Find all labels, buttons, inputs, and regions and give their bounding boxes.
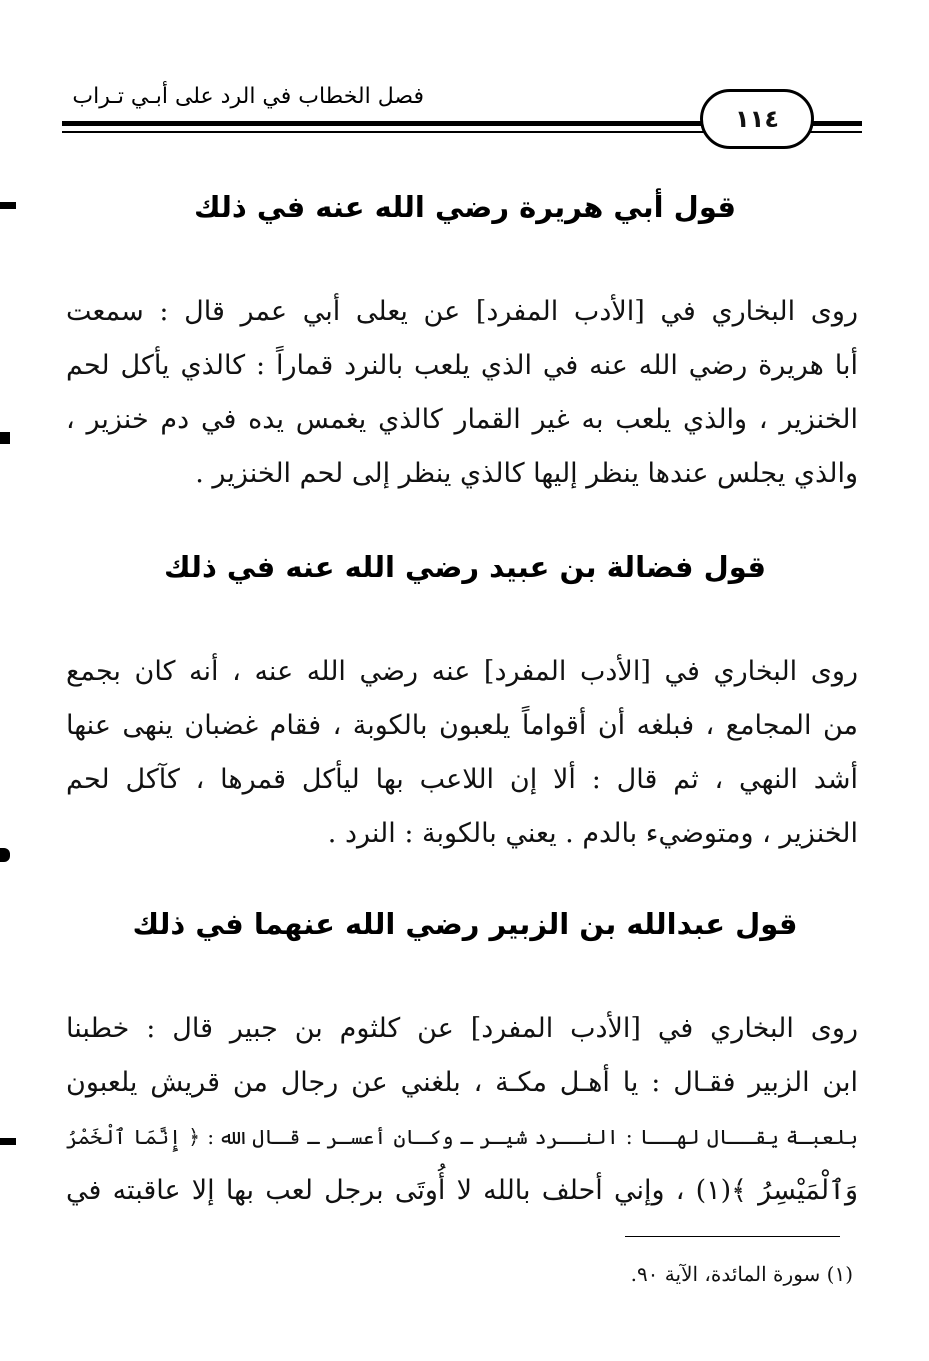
running-title: فصل الخطاب في الرد على أبـي تـراب bbox=[72, 84, 424, 109]
margin-mark bbox=[0, 1138, 16, 1145]
margin-mark bbox=[0, 848, 10, 862]
text-line: أبا هريرة رضي الله عنه في الذي يلعب بالنرد قماراً : كالذي يأكل لحم bbox=[66, 350, 858, 381]
text-line: روى البخاري في [الأدب المفرد] عنه رضي الله عنه ، أنه كان بجمع bbox=[66, 656, 858, 687]
section-heading: قول عبدالله بن الزبير رضي الله عنهما في ذلك bbox=[132, 907, 798, 941]
text-line: بلعبـة يقــال لهــا : النــرد شيـر ـ وكـان أعسـر ـ قـال الله : ﴿ إِنَّمَا ٱلْخَمْرُ bbox=[66, 1125, 858, 1149]
text-line: ابن الزبير فقـال : يا أهـل مكـة ، بلغني عن رجال من قريش يلعبون bbox=[66, 1067, 858, 1098]
text-line: وَٱلْمَيْسِرُ ﴾(١) ، وإني أحلف بالله لا أُوتَى برجل لعب بها إلا عاقبته في bbox=[66, 1175, 858, 1206]
section-paragraph bbox=[66, 645, 858, 861]
page-number: ١١٤ bbox=[735, 105, 779, 133]
text-line: الخنزير ، والذي يلعب به غير القمار كالذي يغمس يده في دم خنزير ، bbox=[66, 404, 858, 435]
page-number-badge bbox=[700, 89, 814, 149]
section-paragraph bbox=[66, 1002, 858, 1218]
footnote-rule bbox=[625, 1236, 840, 1237]
margin-mark bbox=[0, 202, 16, 209]
text-line: أشد النهي ، ثم قال : ألا إن اللاعب بها ليأكل قمرها ، كآكل لحم bbox=[66, 764, 858, 795]
text-line: الخنزير ، ومتوضيء بالدم . يعني بالكوبة : النرد . bbox=[327, 818, 858, 849]
section-heading: قول فضالة بن عبيد رضي الله عنه في ذلك bbox=[164, 550, 766, 584]
text-line: والذي يجلس عندها ينظر إليها كالذي ينظر إلى لحم الخنزير . bbox=[195, 458, 858, 489]
text-line: روى البخاري في [الأدب المفرد] عن كلثوم بن جبير قال : خطبنا bbox=[66, 1013, 858, 1044]
text-line: من المجامع ، فبلغه أن أقواماً يلعبون بالكوبة ، فقام غضبان ينهى عنها bbox=[66, 710, 858, 741]
footnote: (١) سورة المائدة، الآية ٩٠. bbox=[630, 1262, 853, 1286]
section-heading: قول أبي هريرة رضي الله عنه في ذلك bbox=[193, 190, 737, 224]
section-paragraph bbox=[66, 285, 858, 501]
margin-mark bbox=[0, 432, 10, 444]
text-line: روى البخاري في [الأدب المفرد] عن يعلى أبي عمر قال : سمعت bbox=[66, 296, 858, 327]
